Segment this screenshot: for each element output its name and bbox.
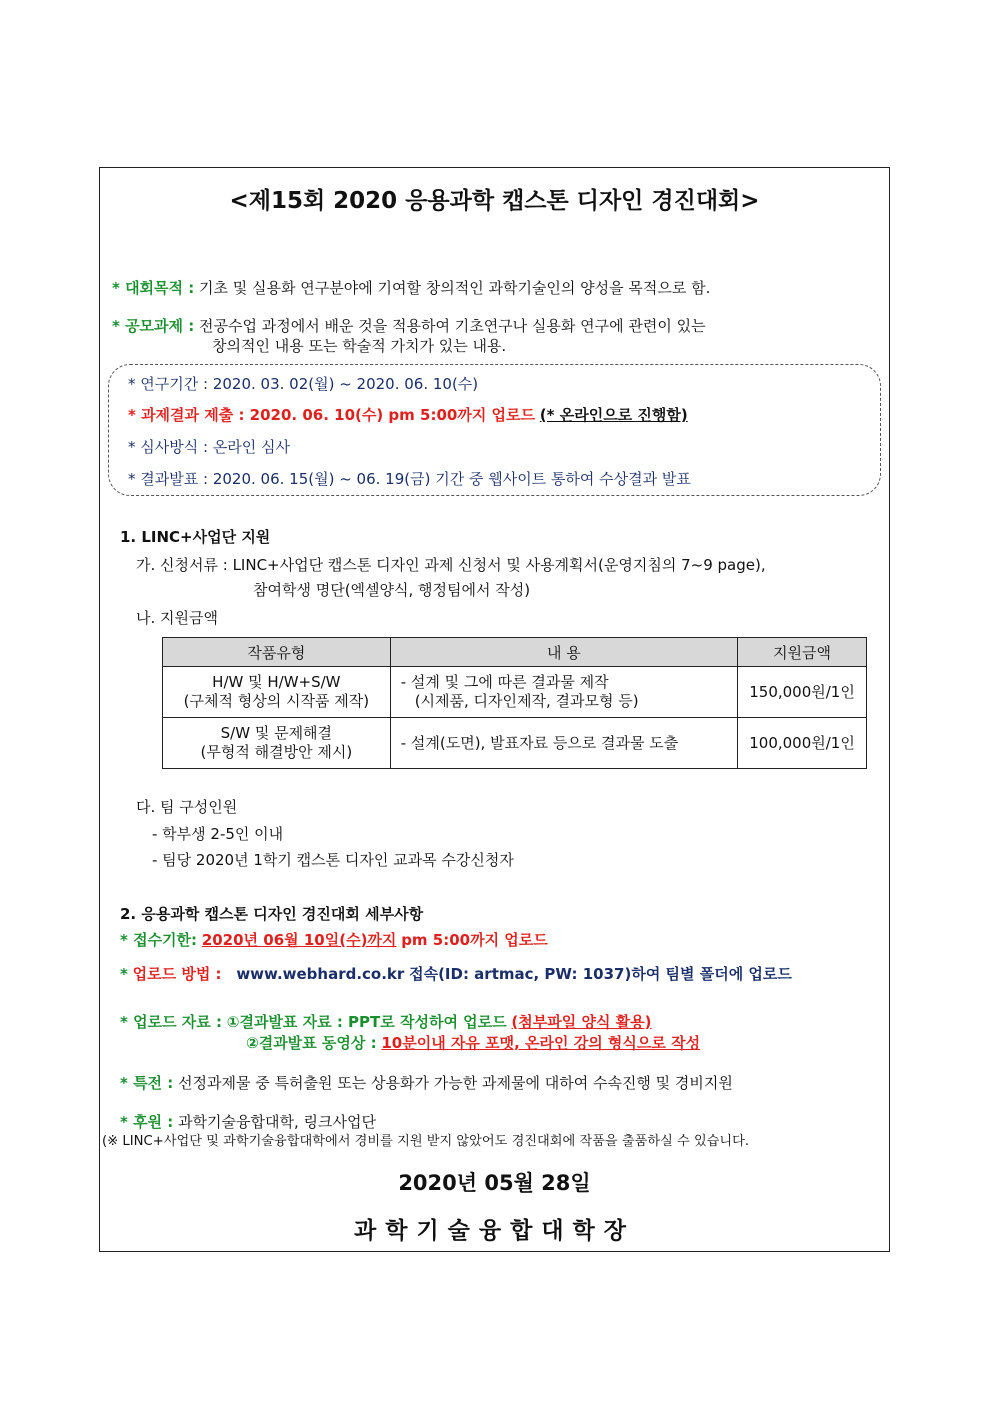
theme-line <box>112 317 706 335</box>
deadline-rest: pm 5:00까지 업로드 <box>401 931 548 949</box>
benefit-text: 선정과제물 중 특허출원 또는 상용화가 가능한 과제물에 대하여 수속진행 및 경비지원 <box>178 1074 733 1092</box>
type-cell <box>163 718 391 769</box>
content-main: - 설계 및 그에 따른 결과물 제작 <box>400 673 609 691</box>
amount-heading: 나. 지원금액 <box>136 609 218 627</box>
deadline-date: 2020년 06월 10일(수)까지 <box>201 931 397 949</box>
material-label: * 업로드 자료 : <box>120 1013 222 1031</box>
deadline-label: * 접수기한: <box>120 931 198 949</box>
benefit-line <box>120 1074 733 1092</box>
table-header-row <box>163 638 867 667</box>
content-cell <box>390 718 737 769</box>
sponsor-line <box>120 1113 376 1131</box>
page-title: <제15회 2020 응용과학 캡스톤 디자인 경진대회> <box>229 188 760 214</box>
team-item-2: - 팀당 2020년 1학기 캡스톤 디자인 교과목 수강신청자 <box>152 851 514 869</box>
type-main: S/W 및 문제해결 <box>220 724 333 742</box>
theme-label: * 공모과제 : <box>112 317 195 335</box>
purpose-line <box>112 279 710 297</box>
purpose-text: 기초 및 실용화 연구분야에 기여할 창의적인 과학기술인의 양성을 목적으로 함. <box>199 279 711 297</box>
content-main: - 설계(도면), 발표자료 등으로 결과물 도출 <box>400 733 679 752</box>
sponsor-text: 과학기술융합대학, 링크사업단 <box>178 1113 376 1131</box>
material-line-1 <box>120 1013 652 1031</box>
section1-heading: 1. LINC+사업단 지원 <box>120 528 271 546</box>
schedule-submit-note: (* 온라인으로 진행함) <box>539 406 688 424</box>
upload-star: * <box>120 965 128 983</box>
docs-line-1: 가. 신청서류 : LINC+사업단 캡스톤 디자인 과제 신청서 및 사용계획서(운영지침의 7~9 page), <box>136 556 766 574</box>
sponsor-label: * 후원 : <box>120 1113 174 1131</box>
content-cell <box>390 667 737 718</box>
schedule-announce: * 결과발표 : 2020. 06. 15(월) ~ 06. 19(금) 기간 중 웹사이트 통하여 수상결과 발표 <box>128 470 691 488</box>
deadline-line <box>120 931 548 949</box>
table-row <box>163 667 867 718</box>
amount-cell: 100,000원/1인 <box>738 718 867 769</box>
content-sub: (시제품, 디자인제작, 결과모형 등) <box>414 692 639 710</box>
issue-date: 2020년 05월 28일 <box>398 1171 591 1195</box>
benefit-label: * 특전 : <box>120 1074 174 1092</box>
material-item-2-note: 10분이내 자유 포맷, 온라인 강의 형식으로 작성 <box>381 1034 701 1052</box>
schedule-submit-line <box>128 406 688 424</box>
upload-method-line <box>120 965 792 983</box>
material-item-2: ②결과발표 동영상 : <box>246 1034 377 1052</box>
upload-label: 업로드 방법 : <box>132 965 222 983</box>
table-header: 내 용 <box>390 638 737 667</box>
table-row <box>163 718 867 769</box>
amount-cell: 150,000원/1인 <box>738 667 867 718</box>
schedule-submit: * 과제결과 제출 : 2020. 06. 10(수) pm 5:00까지 업로드 <box>128 406 536 424</box>
material-item-1: ①결과발표 자료 : PPT로 작성하여 업로드 <box>226 1013 507 1031</box>
purpose-label: * 대회목적 : <box>112 279 195 297</box>
notice-frame <box>99 167 890 1252</box>
team-heading: 다. 팀 구성인원 <box>136 798 238 816</box>
type-main: H/W 및 H/W+S/W <box>212 673 341 691</box>
material-line-2 <box>246 1034 700 1052</box>
type-sub: (무형적 해결방안 제시) <box>200 743 353 761</box>
funding-table <box>162 637 867 769</box>
type-cell <box>163 667 391 718</box>
schedule-review: * 심사방식 : 온라인 심사 <box>128 438 291 456</box>
theme-text-2: 창의적인 내용 또는 학술적 가치가 있는 내용. <box>212 337 507 355</box>
material-item-1-note: (첨부파일 양식 활용) <box>511 1013 652 1031</box>
upload-rest: 접속(ID: artmac, PW: 1037)하여 팀별 폴더에 업로드 <box>409 965 792 983</box>
upload-url: www.webhard.co.kr <box>236 965 405 983</box>
section2-heading: 2. 응용과학 캡스톤 디자인 경진대회 세부사항 <box>120 905 424 923</box>
dean-signature: 과학기술융합대학장 <box>354 1218 635 1244</box>
note-line: (※ LINC+사업단 및 과학기술융합대학에서 경비를 지원 받지 않았어도 경진대회에 작품을 출품하실 수 있습니다. <box>102 1134 750 1149</box>
team-item-1: - 학부생 2-5인 이내 <box>152 825 284 843</box>
docs-line-2: 참여학생 명단(엑셀양식, 행정팀에서 작성) <box>253 581 531 599</box>
table-header: 지원금액 <box>738 638 867 667</box>
type-sub: (구체적 형상의 시작품 제작) <box>183 692 370 710</box>
table-header: 작품유형 <box>163 638 391 667</box>
theme-text-1: 전공수업 과정에서 배운 것을 적용하여 기초연구나 실용화 연구에 관련이 있는 <box>199 317 706 335</box>
schedule-period: * 연구기간 : 2020. 03. 02(월) ~ 2020. 06. 10(수) <box>128 375 479 393</box>
